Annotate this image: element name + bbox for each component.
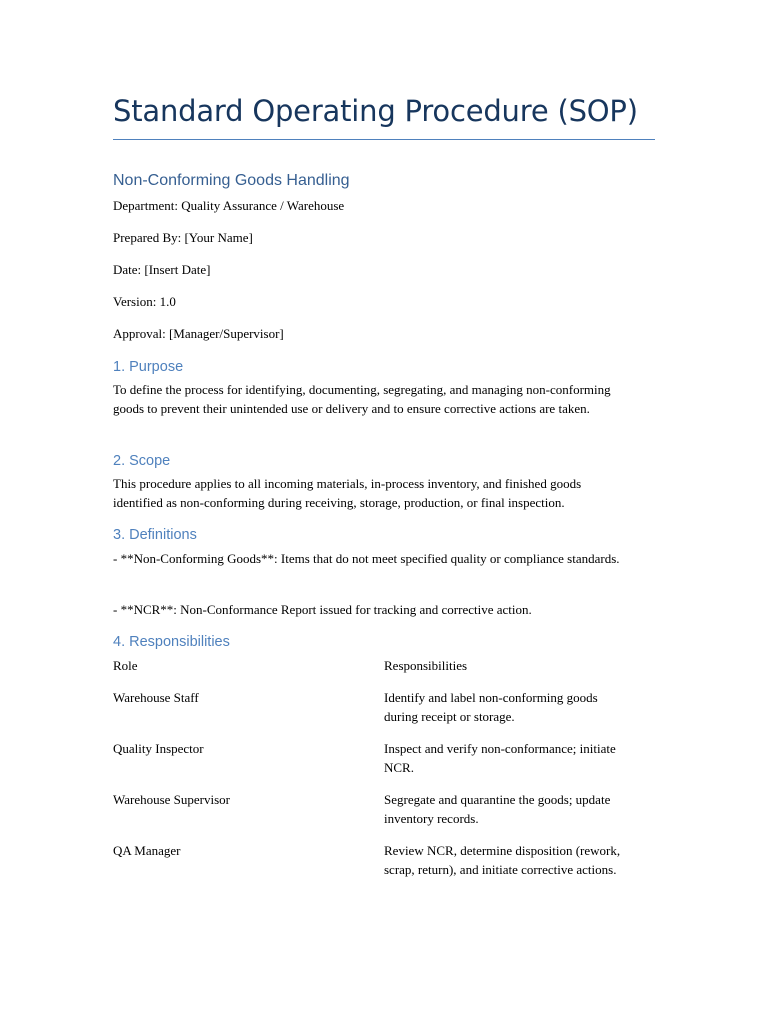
table-cell-role: Warehouse Staff [113, 690, 199, 705]
section-heading-purpose: 1. Purpose [113, 359, 184, 375]
meta-prepared-by: Prepared By: [Your Name] [113, 230, 253, 245]
meta-date: Date: [Insert Date] [113, 262, 211, 277]
table-cell-role: Quality Inspector [113, 741, 204, 756]
document-title: Standard Operating Procedure (SOP) [113, 94, 638, 128]
table-header-role: Role [113, 658, 138, 673]
meta-department: Department: Quality Assurance / Warehouse [113, 198, 345, 213]
meta-approval: Approval: [Manager/Supervisor] [113, 326, 284, 341]
section-heading-definitions: 3. Definitions [113, 527, 197, 543]
table-header-responsibilities: Responsibilities [384, 658, 468, 673]
table-cell-responsibility: Inspect and verify non-conformance; initiate NCR. [384, 741, 616, 775]
table-cell-responsibility: Segregate and quarantine the goods; update inventory records. [384, 792, 611, 826]
table-cell-responsibility: Review NCR, determine disposition (rework, scrap, return), and initiate corrective actions. [384, 843, 621, 877]
table-cell-responsibility: Identify and label non-conforming goods during receipt or storage. [384, 690, 598, 724]
definition-item: - **Non-Conforming Goods**: Items that do not meet specified quality or compliance standards. [113, 551, 620, 566]
definition-item: - **NCR**: Non-Conformance Report issued for tracking and corrective action. [113, 602, 532, 617]
scope-text: This procedure applies to all incoming materials, in-process inventory, and finished goods identified as non-conforming during receiving, storage, production, or final inspection. [113, 476, 582, 510]
purpose-text: To define the process for identifying, documenting, segregating, and managing non-conforming goods to prevent their unintended use or delivery and to ensure corrective actions are taken. [113, 382, 611, 416]
section-heading-responsibilities: 4. Responsibilities [113, 634, 230, 650]
section-heading-scope: 2. Scope [113, 453, 171, 469]
title-underline [113, 139, 655, 140]
meta-version: Version: 1.0 [113, 294, 176, 309]
document-subtitle: Non-Conforming Goods Handling [113, 172, 350, 189]
table-cell-role: Warehouse Supervisor [113, 792, 231, 807]
table-cell-role: QA Manager [113, 843, 181, 858]
